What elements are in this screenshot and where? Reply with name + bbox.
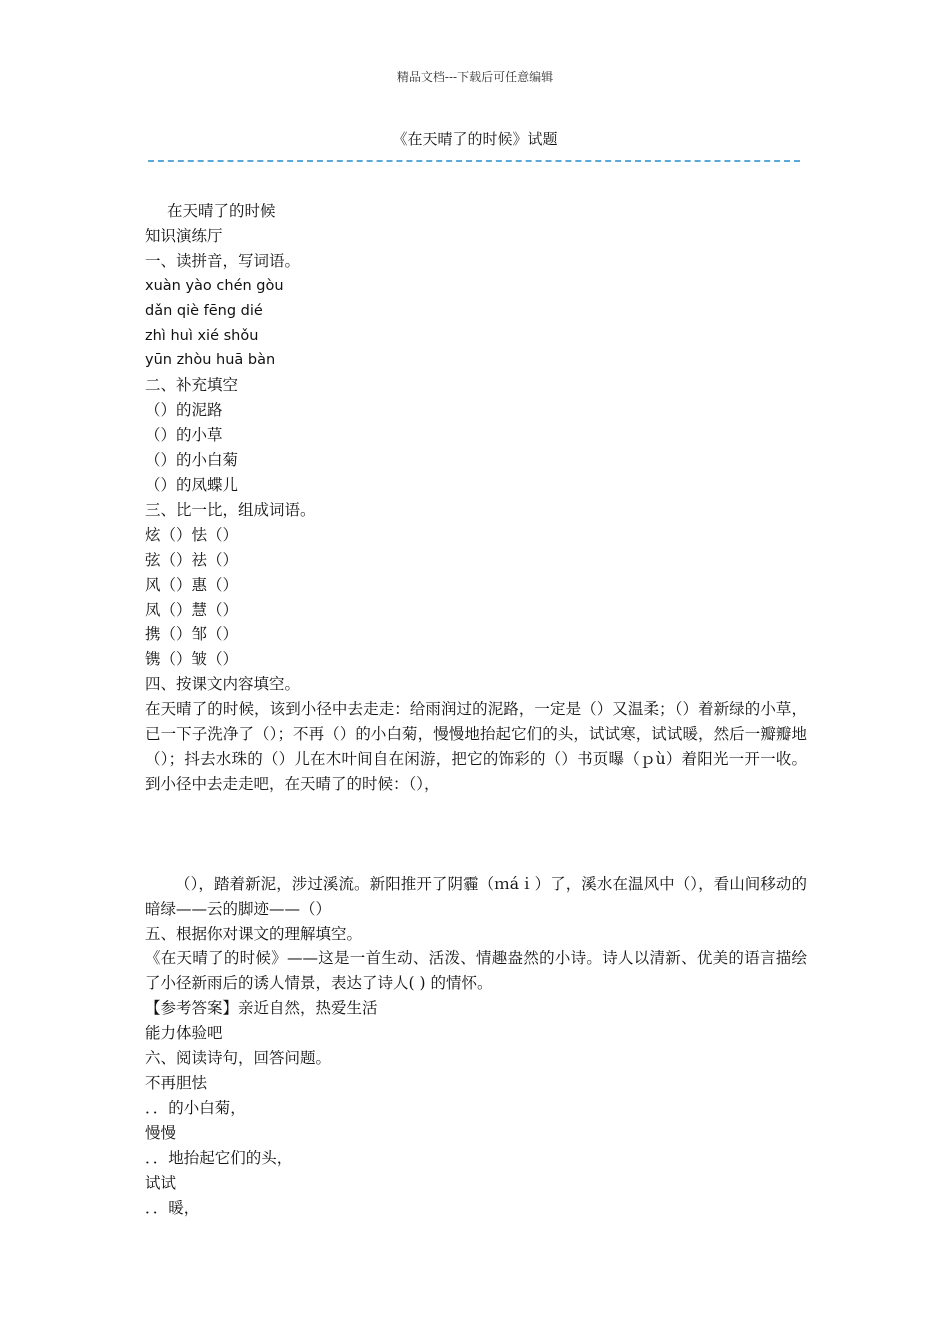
poem-line: 试试 <box>145 1173 177 1192</box>
compare-item: 风（）惠（） <box>145 575 239 594</box>
fill-item: （）的凤蝶儿 <box>145 475 239 494</box>
page-gap <box>145 797 807 872</box>
passage-paragraph: （），踏着新泥，涉过溪流。新阳推开了阴霾（ｍáｉ）了，溪水在温风中（），看山间移动的暗绿——云的脚迹——（） <box>145 874 807 918</box>
compare-item: 凤（）慧（） <box>145 600 239 619</box>
title-divider <box>148 160 800 162</box>
document-title: 《在天晴了的时候》试题 <box>392 130 558 148</box>
document-body <box>145 199 807 1220</box>
question-heading: 三、比一比，组成词语。 <box>145 500 316 519</box>
section-heading: 知识演练厅 <box>145 226 223 245</box>
poem-line: ．．的小白菊， <box>145 1098 246 1117</box>
poem-line: ．．地抬起它们的头， <box>145 1148 293 1167</box>
question-heading: 五、根据你对课文的理解填空。 <box>145 924 363 943</box>
pinyin-line: yūn zhòu huā bàn <box>145 352 276 369</box>
compare-item: 弦（）祛（） <box>145 550 239 569</box>
question-heading: 一、读拼音，写词语。 <box>145 251 301 270</box>
passage-paragraph: 《在天晴了的时候》——这是一首生动、活泼、情趣盎然的小诗。诗人以清新、优美的语言描绘了小径新雨后的诱人情景，表达了诗人( ) 的情怀。 <box>145 949 807 993</box>
reference-answer: 【参考答案】亲近自然，热爱生活 <box>145 999 378 1018</box>
poem-line: 不再胆怯 <box>145 1074 208 1092</box>
compare-item: 携（）邹（） <box>145 625 239 644</box>
lesson-title: 在天晴了的时候 <box>167 202 276 220</box>
section-heading: 能力体验吧 <box>145 1024 223 1043</box>
pinyin-line: xuàn yào chén gòu <box>145 277 284 294</box>
poem-line: 慢慢 <box>145 1123 177 1142</box>
question-heading: 六、阅读诗句，回答问题。 <box>145 1049 332 1068</box>
passage-paragraph: 在天晴了的时候，该到小径中去走走：给雨润过的泥路，一定是（）又温柔；（）着新绿的小草，已一下子洗净了（）；不再（）的小白菊，慢慢地抬起它们的头，试试寒，试试暖，然后一瓣瓣地（）；抖去水珠的（）儿在木叶间自在闲游，把它的饰彩的（）书页曝（ｐù）着阳光一开一收。到小径中去走走吧，在天晴了的时候：（）， <box>145 700 807 793</box>
question-heading: 二、补充填空 <box>145 376 239 395</box>
poem-line: ．．暖， <box>145 1198 200 1217</box>
pinyin-line: zhì huì xié shǒu <box>145 327 259 344</box>
fill-item: （）的小草 <box>145 426 223 445</box>
question-heading: 四、按课文内容填空。 <box>145 675 301 694</box>
header-note: 精品文档---下载后可任意编辑 <box>396 70 554 84</box>
fill-item: （）的泥路 <box>145 401 223 420</box>
compare-item: 炫（）怯（） <box>145 525 239 544</box>
pinyin-line: dǎn qiè fēng dié <box>145 302 263 319</box>
fill-item: （）的小白菊 <box>145 451 239 470</box>
compare-item: 镌（）皱（） <box>145 650 239 669</box>
